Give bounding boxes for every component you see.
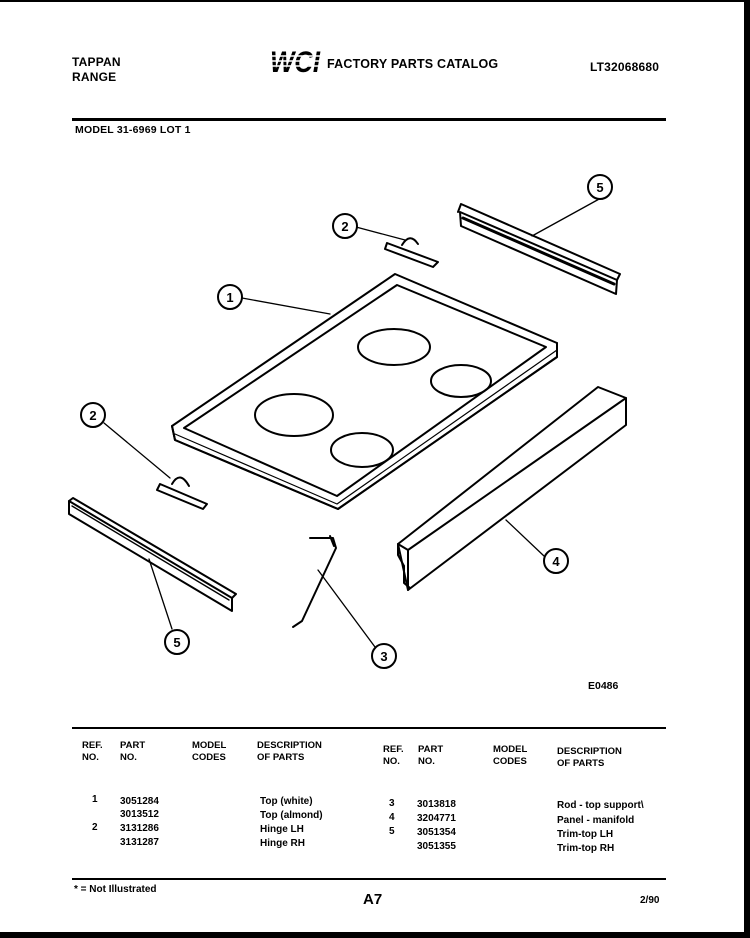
part-no: 3013512: [120, 809, 159, 820]
table-bottom-rule: [72, 878, 666, 880]
svg-text:1: 1: [226, 290, 234, 305]
callout-2-lower: [81, 403, 105, 427]
col-header-desc-left: DESCRIPTION OF PARTS: [257, 740, 322, 763]
svg-text:5: 5: [173, 635, 181, 650]
ref-no: 5: [389, 826, 395, 837]
svg-text:2: 2: [341, 219, 349, 234]
col-header-ref-left: REF. NO.: [82, 740, 103, 763]
ref-no: 2: [92, 822, 98, 833]
callout-3: [372, 644, 396, 668]
svg-text:3: 3: [380, 649, 388, 664]
col-header-codes-left: MODEL CODES: [192, 740, 227, 763]
ref-no: 3: [389, 798, 395, 809]
part-description: Rod - top support\: [557, 800, 644, 811]
part-description: Trim-top LH: [557, 829, 614, 840]
model-line: MODEL 31-6969 LOT 1: [75, 124, 191, 136]
part-description: Hinge LH: [260, 824, 304, 835]
part-description: Hinge RH: [260, 838, 305, 849]
part-no: 3204771: [417, 813, 456, 824]
revision-date: 2/90: [640, 895, 660, 906]
ref-no: 4: [389, 812, 395, 823]
part-description: Top (almond): [260, 810, 323, 821]
svg-text:4: 4: [552, 554, 560, 569]
col-header-desc-right: DESCRIPTION OF PARTS: [557, 746, 622, 769]
svg-text:WCI: WCI: [270, 46, 321, 78]
drawing-code: E0486: [588, 680, 619, 692]
callout-5-lower: [165, 630, 189, 654]
part-no: 3131286: [120, 823, 159, 834]
part-no: 3051284: [120, 796, 159, 807]
svg-text:2: 2: [89, 408, 97, 423]
callout-5-upper: [588, 175, 612, 199]
ref-no: 1: [92, 794, 98, 805]
col-header-part-right: PART NO.: [418, 744, 444, 767]
catalog-title: FACTORY PARTS CATALOG: [327, 57, 499, 71]
table-top-rule: [72, 727, 666, 729]
callout-1: [218, 285, 242, 309]
callout-4: [544, 549, 568, 573]
brand-name: TAPPAN: [72, 55, 121, 69]
page-number: A7: [363, 891, 383, 908]
col-header-ref-right: REF. NO.: [383, 744, 404, 767]
col-header-part-left: PART NO.: [120, 740, 146, 763]
part-no: 3051354: [417, 827, 456, 838]
footnote: * = Not Illustrated: [74, 884, 157, 895]
callout-2-upper: [333, 214, 357, 238]
part-description: Top (white): [260, 796, 313, 807]
page-border-bottom: [0, 932, 750, 938]
col-header-codes-right: MODEL CODES: [493, 744, 528, 767]
part-no: 3131287: [120, 837, 159, 848]
part-description: Trim-top RH: [557, 843, 615, 854]
product-name: RANGE: [72, 70, 117, 84]
svg-text:5: 5: [596, 180, 604, 195]
part-no: 3051355: [417, 841, 456, 852]
catalog-number: LT32068680: [590, 60, 660, 74]
part-no: 3013818: [417, 799, 456, 810]
part-description: Panel - manifold: [557, 815, 635, 826]
